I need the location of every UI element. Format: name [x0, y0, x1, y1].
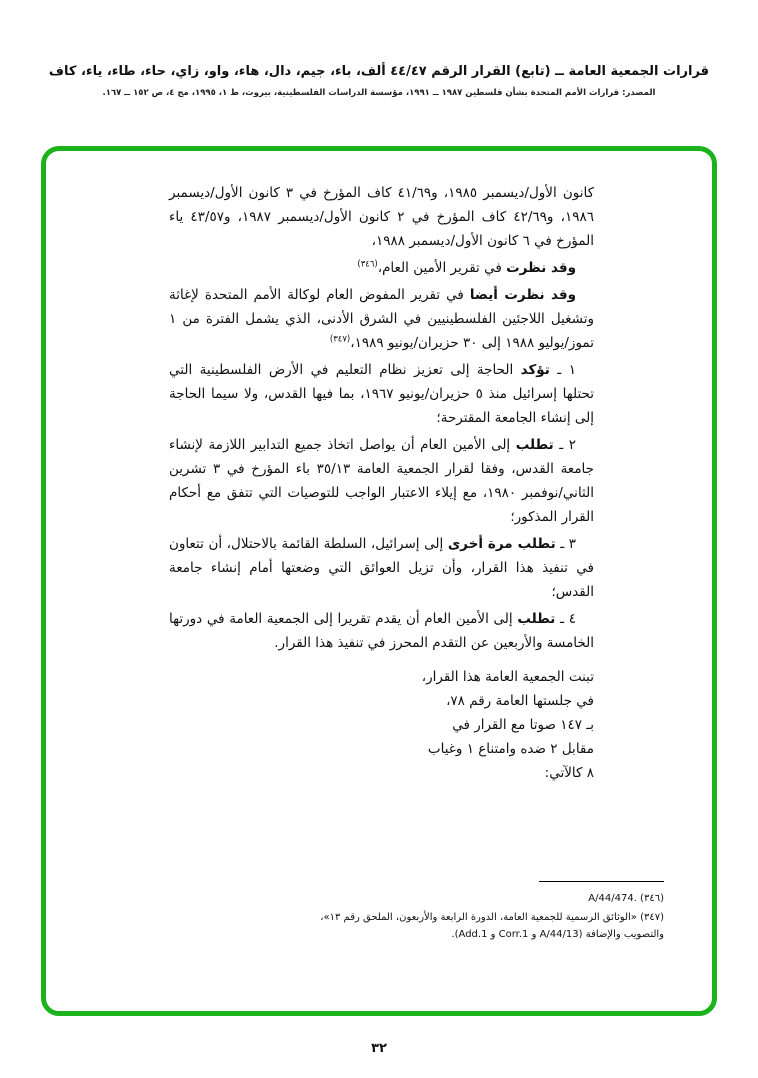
paragraph-lead: تطلب مرة أخرى [447, 536, 556, 552]
paragraph-text: إلى الأمين العام أن يواصل اتخاذ جميع التدابير اللازمة لإنشاء جامعة القدس، وفقا لقرار الجمعية العامة ٣٥/١٣ باء المؤرخ في ٣ تشرين الثاني/نوفمبر ١٩٨٠، مع إيلاء الاعتبار الواجب للتوصيات التي تتفق مع أحكام القرار المذكور؛ [169, 437, 595, 525]
paragraph-text: إلى إسرائيل، السلطة القائمة بالاحتلال، أن تتعاون في تنفيذ هذا القرار، وأن تزيل العوائق التي وضعتها أمام إنشاء جامعة القدس؛ [169, 536, 594, 600]
paragraph-number: ٤ ـ [555, 611, 576, 627]
paragraph-operative-3 [169, 532, 594, 604]
footnote-separator [539, 881, 664, 882]
document-frame [41, 146, 717, 1016]
paragraph-lead: تطلب [517, 611, 556, 627]
adoption-note [169, 665, 594, 785]
paragraph-number: ٢ ـ [553, 437, 576, 453]
adoption-line: في جلستها العامة رقم ٧٨، [446, 693, 594, 709]
page-header [0, 64, 758, 98]
footnote-reference: (٣٤٦) [357, 259, 378, 270]
paragraph-operative-4 [169, 607, 594, 655]
header-title: قرارات الجمعية العامة ــ (تابع) القرار الرقم ٤٤/٤٧ ألف، باء، جيم، دال، هاء، واو، زاي، حاء، طاء، ياء، كاف [48, 64, 710, 79]
paragraph-continuation [169, 181, 594, 253]
paragraph-lead: تؤكد [520, 362, 550, 378]
header-source: المصدر: قرارات الأمم المتحدة بشأن فلسطين ١٩٨٧ ــ ١٩٩١، مؤسسة الدراسات الفلسطينية، بيروت، ط ١، ١٩٩٥، مج ٤، ص ١٥٢ ــ ١٦٧. [102, 88, 656, 98]
adoption-line: بـ ١٤٧ صوتا مع القرار في [452, 717, 594, 733]
paragraph-lead: وقد نظرت [506, 260, 576, 276]
footnote-item: (٣٤٧) «الوثائق الرسمية للجمعية العامة، الدورة الرابعة والأربعون، الملحق رقم ١٣»، والتصويب والإضافة (A/44/13 و Corr.1 و Add.1). [320, 912, 664, 940]
adoption-line: ٨ كالآتي: [544, 765, 594, 781]
adoption-line: مقابل ٢ ضده وامتناع ١ وغياب [427, 741, 594, 757]
paragraph-lead: تطلب [515, 437, 554, 453]
paragraph-preamble-2 [169, 283, 594, 355]
footnote-reference: (٣٤٧) [329, 334, 351, 345]
resolution-body [169, 181, 594, 785]
paragraph-number: ١ ـ [549, 362, 576, 378]
paragraph-operative-2 [169, 433, 594, 529]
paragraph-operative-1 [169, 358, 594, 430]
paragraph-number: ٣ ـ [555, 536, 576, 552]
paragraph-text: في تقرير المفوض العام لوكالة الأمم المتحدة لإغاثة وتشغيل اللاجئين الفلسطينيين في الشرق الأدنى، الذي يشمل الفترة من ١ تموز/يوليو ١٩٨٨ إلى ٣٠ حزيران/يونيو ١٩٨٩، [169, 287, 594, 351]
paragraph-preamble-1 [169, 256, 594, 280]
paragraph-text: الحاجة إلى تعزيز نظام التعليم في الأرض الفلسطينية التي تحتلها إسرائيل منذ ٥ حزيران/يونيو ١٩٦٧، بما فيها القدس، ولا سيما الحاجة إلى إنشاء الجامعة المقترحة؛ [169, 362, 595, 426]
paragraph-text: في تقرير الأمين العام، [377, 260, 507, 276]
paragraph-text: كانون الأول/ديسمبر ١٩٨٥، و٤١/٦٩ كاف المؤرخ في ٣ كانون الأول/ديسمبر ١٩٨٦، و٤٢/٦٩ كاف المؤرخ في ٢ كانون الأول/ديسمبر ١٩٨٧، و٤٣/٥٧ ياء المؤرخ في ٦ كانون الأول/ديسمبر ١٩٨٨، [169, 185, 595, 249]
paragraph-text: إلى الأمين العام أن يقدم تقريرا إلى الجمعية العامة في دورتها الخامسة والأربعين عن التقدم المحرز في تنفيذ هذا القرار. [169, 611, 594, 651]
page-number: ٣٢ [371, 1041, 387, 1056]
paragraph-lead: وقد نظرت أيضا [469, 287, 576, 303]
adoption-line: تبنت الجمعية العامة هذا القرار، [421, 669, 594, 685]
footnote-item: (٣٤٦) A/44/474.‎ [588, 893, 664, 904]
footnotes-section [319, 881, 664, 945]
